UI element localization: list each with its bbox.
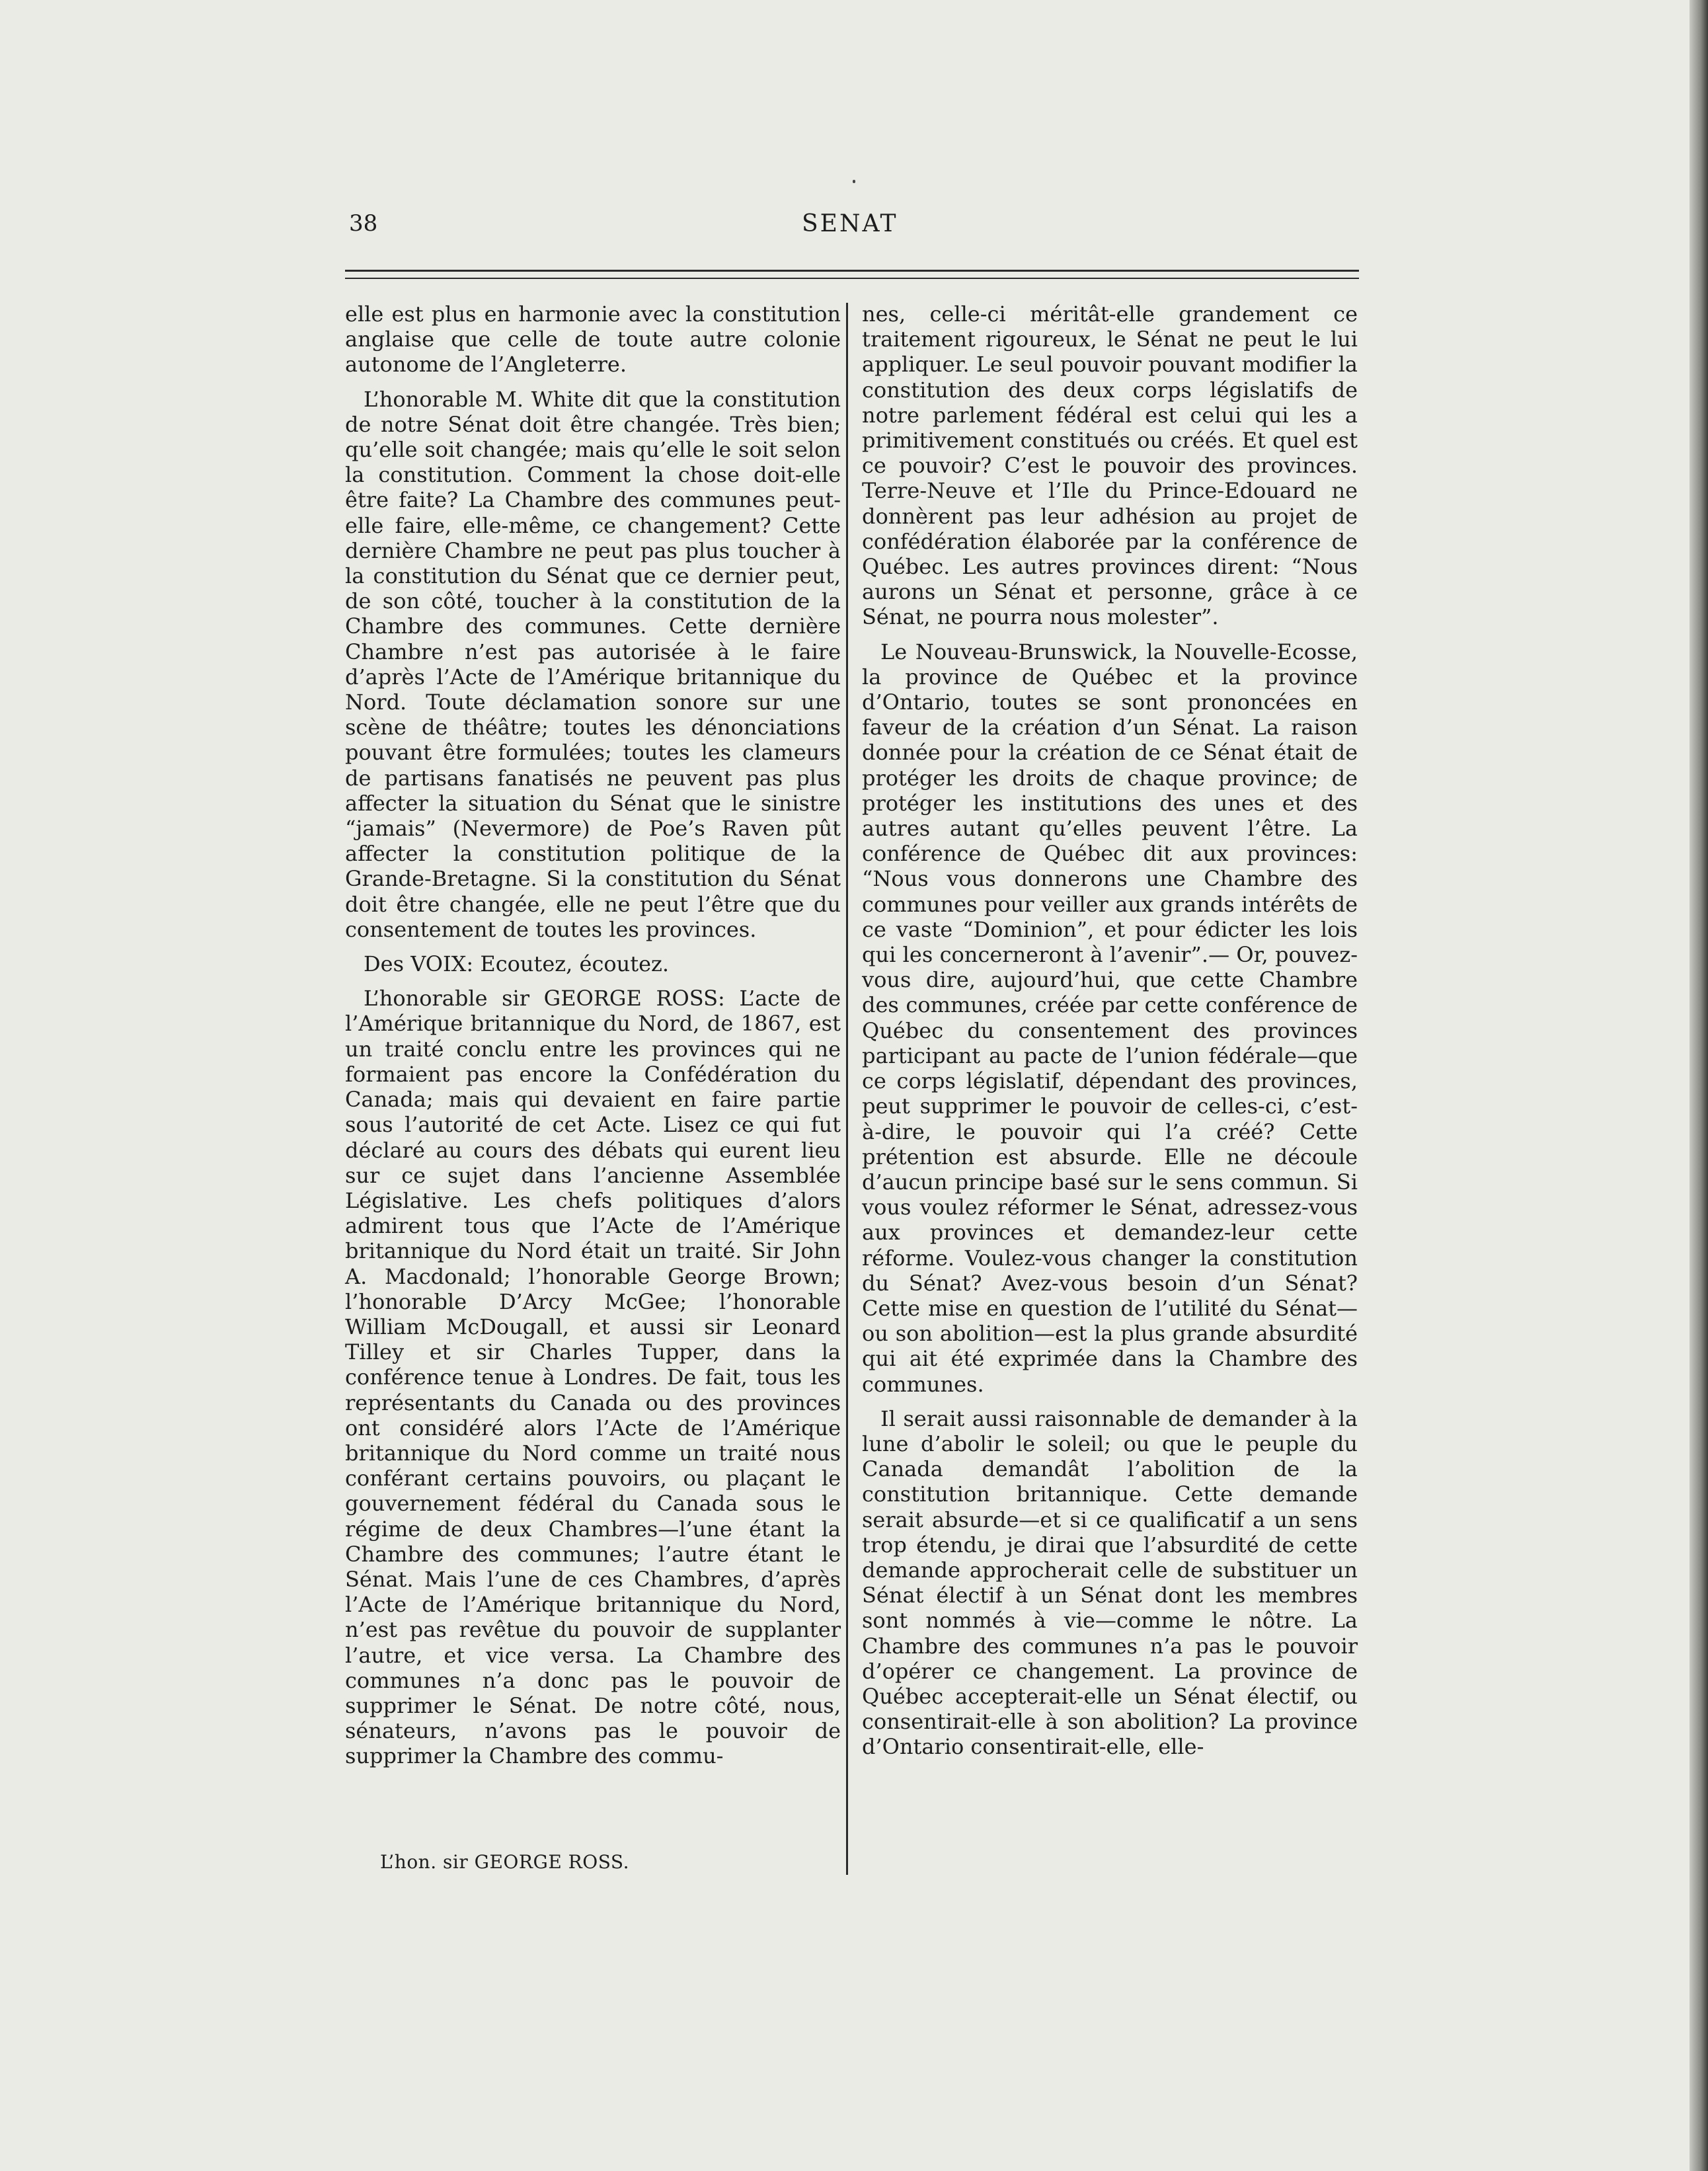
interjection: Des VOIX: Ecoutez, écoutez.: [364, 951, 670, 977]
speaker-footnote: L’hon. sir GEORGE ROSS.: [380, 1851, 629, 1873]
right-column: [862, 301, 1358, 1760]
page-edge-shadow: [1689, 0, 1708, 2171]
page-number: 38: [349, 210, 378, 237]
column-divider: [846, 303, 848, 1875]
header-rule-bottom: [345, 278, 1359, 279]
scan-speck: [853, 180, 855, 183]
paragraph: L’honorable M. White dit que la constitution de notre Sénat doit être changée. Très bien; qu’elle soit changée; mais qu’elle le soit selon la constitution. Comment la chose doit-elle être faite? La Chambre des communes peut-elle faire, elle-même, ce changement? Cette dernière Chambre ne peut pas plus toucher à la constitution du Sénat que ce dernier peut, de son côté, toucher à la constitution de la Chambre des communes. Cette dernière Chambre n’est pas autorisée à le faire d’après l’Acte de l’Amérique britannique du Nord. Toute déclamation sonore sur une scène de théâtre; toutes les dénonciations pouvant être formulées; toutes les clameurs de partisans fanatisés ne peuvent pas plus affecter la situation du Sénat que le sinistre “jamais” (Nevermore) de Poe’s Raven pût affecter la constitution politique de la Grande-Bretagne. Si la constitution du Sénat doit être changée, elle ne peut l’être que du consentement de toutes les provinces.: [345, 386, 841, 942]
left-column: [345, 301, 841, 1769]
running-title: SENAT: [802, 210, 898, 237]
paragraph: L’honorable sir GEORGE ROSS: L’acte de l’Amérique britannique du Nord, de 1867, est un traité conclu entre les provinces qui ne formaient pas encore la Confédération du Canada; mais qui devaient en faire partie sous l’autorité de cet Acte. Lisez ce qui fut déclaré au cours des débats qui eurent lieu sur ce sujet dans l’ancienne Assemblée Législative. Les chefs politiques d’alors admirent tous que l’Acte de l’Amérique britannique du Nord était un traité. Sir John A. Macdonald; l’honorable George Brown; l’honorable D’Arcy McGee; l’honorable William McDougall, et aussi sir Leonard Tilley et sir Charles Tupper, dans la conférence tenue à Londres. De fait, tous les représentants du Canada ou des provinces ont considéré alors l’Acte de l’Amérique britannique du Nord comme un traité nous conférant certains pouvoirs, ou plaçant le gouvernement fédéral du Canada sous le régime de deux Chambres—l’une étant la Chambre des communes; l’autre étant le Sénat. Mais l’une de ces Chambres, d’après l’Acte de l’Amérique britannique du Nord, n’est pas revêtue du pouvoir de supplanter l’autre, et vice versa. La Chambre des communes n’a donc pas le pouvoir de supprimer le Sénat. De notre côté, nous, sénateurs, n’avons pas le pouvoir de supprimer la Chambre des commu-: [345, 986, 841, 1769]
paragraph: nes, celle-ci méritât-elle grandement ce traitement rigoureux, le Sénat ne peut le lui appliquer. Le seul pouvoir pouvant modifier la constitution des deux corps législatifs de notre parlement fédéral est celui qui les a primitivement constitués ou créés. Et quel est ce pouvoir? C’est le pouvoir des provinces. Terre-Neuve et l’Ile du Prince-Edouard ne donnèrent pas leur adhésion au projet de confédération élaborée par la conférence de Québec. Les autres provinces dirent: “Nous aurons un Sénat et personne, grâce à ce Sénat, ne pourra nous molester”.: [862, 301, 1358, 630]
header-rule-top: [345, 270, 1359, 272]
paragraph: elle est plus en harmonie avec la constitution anglaise que celle de toute autre colonie autonome de l’Angleterre.: [345, 301, 841, 377]
paragraph: Le Nouveau-Brunswick, la Nouvelle-Ecosse, la province de Québec et la province d’Ontario, toutes se sont prononcées en faveur de la création d’un Sénat. La raison donnée pour la création de ce Sénat était de protéger les droits de chaque province; de protéger les institutions des unes et des autres autant qu’elles peuvent l’être. La conférence de Québec dit aux provinces: “Nous vous donnerons une Chambre des communes pour veiller aux grands intérêts de ce vaste “Dominion”, et pour édicter les lois qui les concerneront à l’avenir”.— Or, pouvez-vous dire, aujourd’hui, que cette Chambre des communes, créée par cette conférence de Québec du consentement des provinces participant au pacte de l’union fédérale—que ce corps législatif, dépendant des provinces, peut supprimer le pouvoir de celles-ci, c’est-à-dire, le pouvoir qui l’a créé? Cette prétention est absurde. Elle ne découle d’aucun principe basé sur le sens commun. Si vous voulez réformer le Sénat, adressez-vous aux provinces et demandez-leur cette réforme. Voulez-vous changer la constitution du Sénat? Avez-vous besoin d’un Sénat? Cette mise en question de l’utilité du Sénat—ou son abolition—est la plus grande absurdité qui ait été exprimée dans la Chambre des communes.: [862, 639, 1358, 1397]
paragraph: Il serait aussi raisonnable de demander à la lune d’abolir le soleil; ou que le peuple du Canada demandât l’abolition de la constitution britannique. Cette demande serait absurde—et si ce qualificatif a un sens trop étendu, je dirai que l’absurdité de cette demande approcherait celle de substituer un Sénat électif à un Sénat dont les membres sont nommés à vie—comme le nôtre. La Chambre des communes n’a pas le pouvoir d’opérer ce changement. La province de Québec accepterait-elle un Sénat électif, ou consentirait-elle à son abolition? La province d’Ontario consentirait-elle, elle-: [862, 1405, 1358, 1760]
